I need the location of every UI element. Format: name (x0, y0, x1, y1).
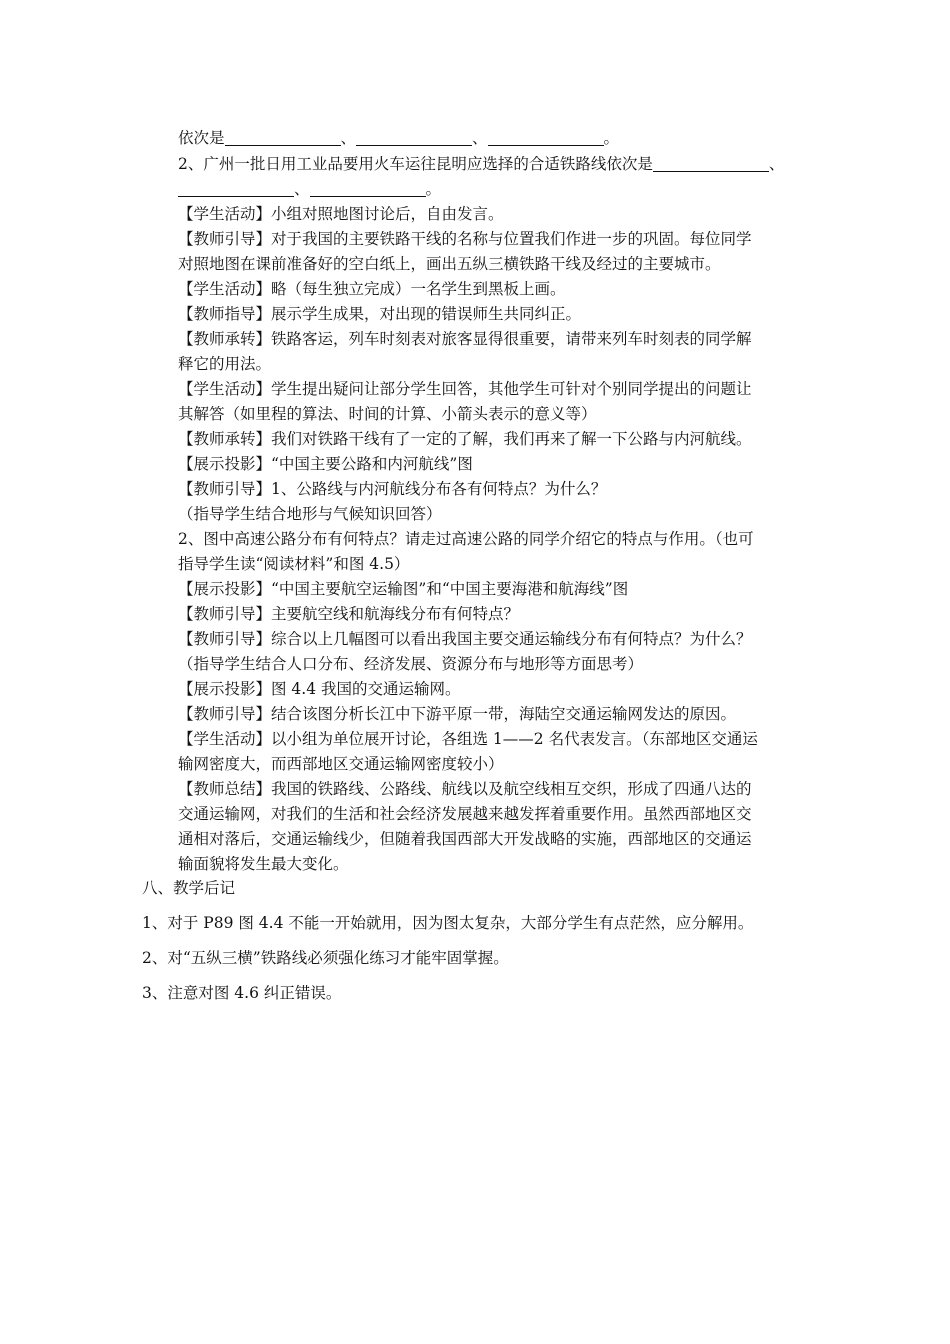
paragraph-line: 2、图中高速公路分布有何特点？请走过高速公路的同学介绍它的特点与作用。（也可 (178, 530, 754, 548)
paragraph-line: 【教师承转】我们对铁路干线有了一定的了解，我们再来了解一下公路与内河航线。 (178, 430, 752, 448)
answer-blank (225, 129, 341, 146)
paragraph-line: 【展示投影】“中国主要公路和内河航线”图 (178, 455, 473, 473)
paragraph-line: 【学生活动】略（每生独立完成）一名学生到黑板上画。 (178, 280, 566, 298)
section-heading: 八、教学后记 (142, 879, 236, 897)
paragraph-line: 【教师引导】综合以上几幅图可以看出我国主要交通运输线分布有何特点？为什么？ (178, 630, 752, 648)
paragraph-line: 【教师引导】1、公路线与内河航线分布各有何特点？为什么？ (178, 480, 607, 498)
paragraph-line: 【教师引导】主要航空线和航海线分布有何特点？ (178, 605, 520, 623)
text: 2、广州一批日用工业品要用火车运往昆明应选择的合适铁路线依次是 (178, 155, 653, 173)
line-1 (178, 127, 619, 149)
list-item: 3、注意对图 4.6 纠正错误。 (142, 984, 342, 1002)
paragraph-line: 【展示投影】图 4.4 我国的交通运输网。 (178, 680, 461, 698)
paragraph-line: 其解答（如里程的算法、时间的计算、小箭头表示的意义等） (178, 405, 597, 423)
text: 。 (425, 180, 442, 198)
paragraph-line: 通相对落后，交通运输线少，但随着我国西部大开发战略的实施，西部地区的交通运 (178, 830, 752, 848)
paragraph-line: （指导学生结合地形与气候知识回答） (178, 505, 442, 523)
list-item: 1、对于 P89 图 4.4 不能一开始就用，因为图太复杂，大部分学生有点茫然，应分解用。 (142, 914, 754, 932)
paragraph-line: 【教师总结】我国的铁路线、公路线、航线以及航空线相互交织，形成了四通八达的 (178, 780, 752, 798)
answer-blank (310, 180, 426, 197)
paragraph-line: 交通运输网，对我们的生活和社会经济发展越来越发挥着重要作用。虽然西部地区交 (178, 805, 752, 823)
paragraph-line: （指导学生结合人口分布、经济发展、资源分布与地形等方面思考） (178, 655, 644, 673)
answer-blank (178, 180, 294, 197)
text: 、 (294, 180, 310, 198)
text: 、 (472, 129, 488, 147)
paragraph-line: 【教师引导】结合该图分析长江中下游平原一带，海陆空交通运输网发达的原因。 (178, 705, 737, 723)
paragraph-line: 输网密度大，而西部地区交通运输网密度较小） (178, 755, 504, 773)
paragraph-line: 【教师引导】对于我国的主要铁路干线的名称与位置我们作进一步的巩固。每位同学 (178, 230, 752, 248)
paragraph-line: 【学生活动】以小组为单位展开讨论，各组选 1——2 名代表发言。（东部地区交通运 (178, 730, 758, 748)
paragraph-line: 指导学生读“阅读材料”和图 4.5） (178, 555, 410, 573)
answer-blank (488, 129, 604, 146)
answer-blank (356, 129, 472, 146)
paragraph-line: 输面貌将发生最大变化。 (178, 855, 349, 873)
text: 依次是 (178, 129, 225, 147)
paragraph-line: 【教师指导】展示学生成果，对出现的错误师生共同纠正。 (178, 305, 582, 323)
paragraph-line: 对照地图在课前准备好的空白纸上，画出五纵三横铁路干线及经过的主要城市。 (178, 255, 721, 273)
paragraph-line: 【学生活动】小组对照地图讨论后，自由发言。 (178, 205, 504, 223)
text: 、 (768, 155, 785, 173)
answer-blank (653, 155, 769, 172)
text: 、 (340, 129, 357, 147)
line-3 (178, 178, 441, 200)
paragraph-line: 【教师承转】铁路客运，列车时刻表对旅客显得很重要，请带来列车时刻表的同学解 (178, 330, 752, 348)
text: 。 (603, 129, 620, 147)
paragraph-line: 【展示投影】“中国主要航空运输图”和“中国主要海港和航海线”图 (178, 580, 629, 598)
paragraph-line: 释它的用法。 (178, 355, 272, 373)
line-2 (178, 153, 784, 175)
paragraph-line: 【学生活动】学生提出疑问让部分学生回答，其他学生可针对个别同学提出的问题让 (178, 380, 752, 398)
list-item: 2、对“五纵三横”铁路线必须强化练习才能牢固掌握。 (142, 949, 509, 967)
